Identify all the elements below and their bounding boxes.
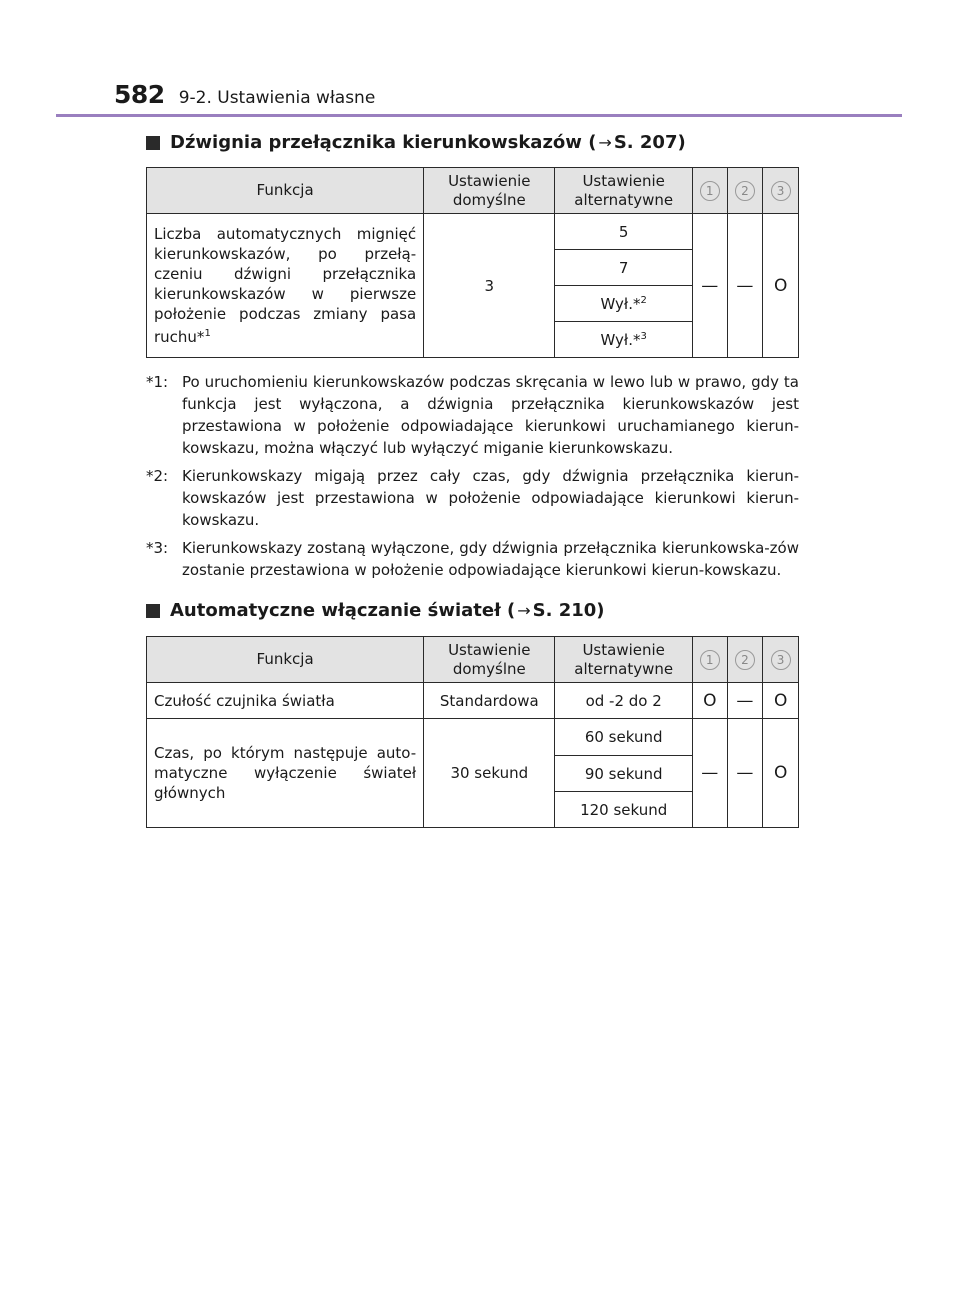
section2-title: Automatyczne włączanie świateł ( bbox=[170, 600, 516, 621]
alt-cell: 90 sekund bbox=[555, 756, 693, 792]
circled-2-icon: 2 bbox=[735, 650, 755, 670]
table-row bbox=[147, 214, 799, 250]
default-cell: 30 sekund bbox=[424, 719, 555, 828]
col-header-3 bbox=[763, 637, 799, 683]
col-header-function: Funkcja bbox=[147, 168, 424, 214]
alt-cell: 60 sekund bbox=[555, 719, 693, 756]
footnote-mark: *3: bbox=[146, 539, 169, 557]
col-header-alternative: Ustawienie alternatywne bbox=[555, 637, 693, 683]
section1-ref-link[interactable]: S. 207) bbox=[613, 132, 686, 153]
alt-cell: 120 sekund bbox=[555, 792, 693, 828]
section2-ref-link[interactable]: S. 210) bbox=[532, 600, 605, 621]
arrow-right-icon: → bbox=[517, 601, 531, 620]
col-header-1 bbox=[692, 637, 727, 683]
section-title: 9-2. Ustawienia własne bbox=[178, 88, 376, 108]
circled-2-icon: 2 bbox=[735, 181, 755, 201]
square-bullet-icon bbox=[146, 136, 160, 150]
mark-cell-3: O bbox=[763, 214, 799, 358]
footnote bbox=[146, 465, 799, 531]
footnote-text: Po uruchomieniu kierunkowskazów podczas skręcania w lewo lub w prawo, gdy ta funkcja jest wyłączona, a dźwignia przełącznika kierunkowskazów jest przestawiona w położenie odpowiadające kierunkowi uruchamianego kierun-kowskazu, można włączyć lub wyłączyć miganie kierunkowskazu. bbox=[182, 373, 799, 457]
col-header-2 bbox=[727, 168, 763, 214]
footnote bbox=[146, 371, 799, 459]
mark-cell-2: — bbox=[727, 683, 763, 719]
col-header-function: Funkcja bbox=[147, 637, 424, 683]
header-rule bbox=[56, 114, 902, 117]
footnote-mark: *2: bbox=[146, 467, 169, 485]
mark-cell-1: — bbox=[692, 719, 727, 828]
col-header-3 bbox=[763, 168, 799, 214]
table-header-row bbox=[147, 168, 799, 214]
col-header-2 bbox=[727, 637, 763, 683]
footnote-text: Kierunkowskazy zostaną wyłączone, gdy dźwignia przełącznika kierunkowska-zów zostanie przestawiona w położenie odpowiadające kierunkowi kierun-kowskazu. bbox=[182, 539, 799, 579]
arrow-right-icon: → bbox=[598, 133, 612, 152]
table-header-row bbox=[147, 637, 799, 683]
mark-cell-3: O bbox=[763, 683, 799, 719]
table-row bbox=[147, 719, 799, 756]
footnote-mark: *1: bbox=[146, 373, 169, 391]
section2-heading bbox=[146, 600, 605, 621]
page-header bbox=[114, 80, 375, 109]
section1-title: Dźwignia przełącznika kierunkowskazów ( bbox=[170, 132, 597, 153]
function-cell: Czułość czujnika światła bbox=[147, 683, 424, 719]
default-cell: 3 bbox=[424, 214, 555, 358]
mark-cell-1: — bbox=[692, 214, 727, 358]
circled-3-icon: 3 bbox=[771, 650, 791, 670]
auto-lights-table bbox=[146, 636, 799, 828]
function-cell: Liczba automatycznych mignięć kierunkowskazów, po przełą-czeniu dźwigni przełącznika kierunkowskazów w pierwsze położenie podczas zmiany pasa ruchu*$^1$ bbox=[147, 214, 424, 358]
page-number: 582 bbox=[114, 80, 165, 109]
circled-3-icon: 3 bbox=[771, 181, 791, 201]
mark-cell-1: O bbox=[692, 683, 727, 719]
alt-cell: Wył.*$^3$ bbox=[555, 322, 693, 358]
circled-1-icon: 1 bbox=[700, 181, 720, 201]
col-header-default: Ustawienie domyślne bbox=[424, 637, 555, 683]
mark-cell-2: — bbox=[727, 214, 763, 358]
footnote bbox=[146, 537, 799, 581]
alt-cell: 5 bbox=[555, 214, 693, 250]
footnotes bbox=[146, 371, 799, 587]
mark-cell-2: — bbox=[727, 719, 763, 828]
alt-cell: Wył.*$^2$ bbox=[555, 286, 693, 322]
col-header-alternative: Ustawienie alternatywne bbox=[555, 168, 693, 214]
section1-heading bbox=[146, 132, 686, 153]
default-cell: Standardowa bbox=[424, 683, 555, 719]
alt-cell: 7 bbox=[555, 250, 693, 286]
function-cell: Czas, po którym następuje auto-matyczne wyłączenie świateł głównych bbox=[147, 719, 424, 828]
circled-1-icon: 1 bbox=[700, 650, 720, 670]
col-header-1 bbox=[692, 168, 727, 214]
footnote-text: Kierunkowskazy migają przez cały czas, gdy dźwignia przełącznika kierun-kowskazów jest przestawiona w położenie odpowiadające kierunkowi kierun-kowskazu. bbox=[182, 467, 799, 529]
mark-cell-3: O bbox=[763, 719, 799, 828]
col-header-default: Ustawienie domyślne bbox=[424, 168, 555, 214]
turn-signal-table bbox=[146, 167, 799, 358]
table-row bbox=[147, 683, 799, 719]
alt-cell: od -2 do 2 bbox=[555, 683, 693, 719]
square-bullet-icon bbox=[146, 604, 160, 618]
